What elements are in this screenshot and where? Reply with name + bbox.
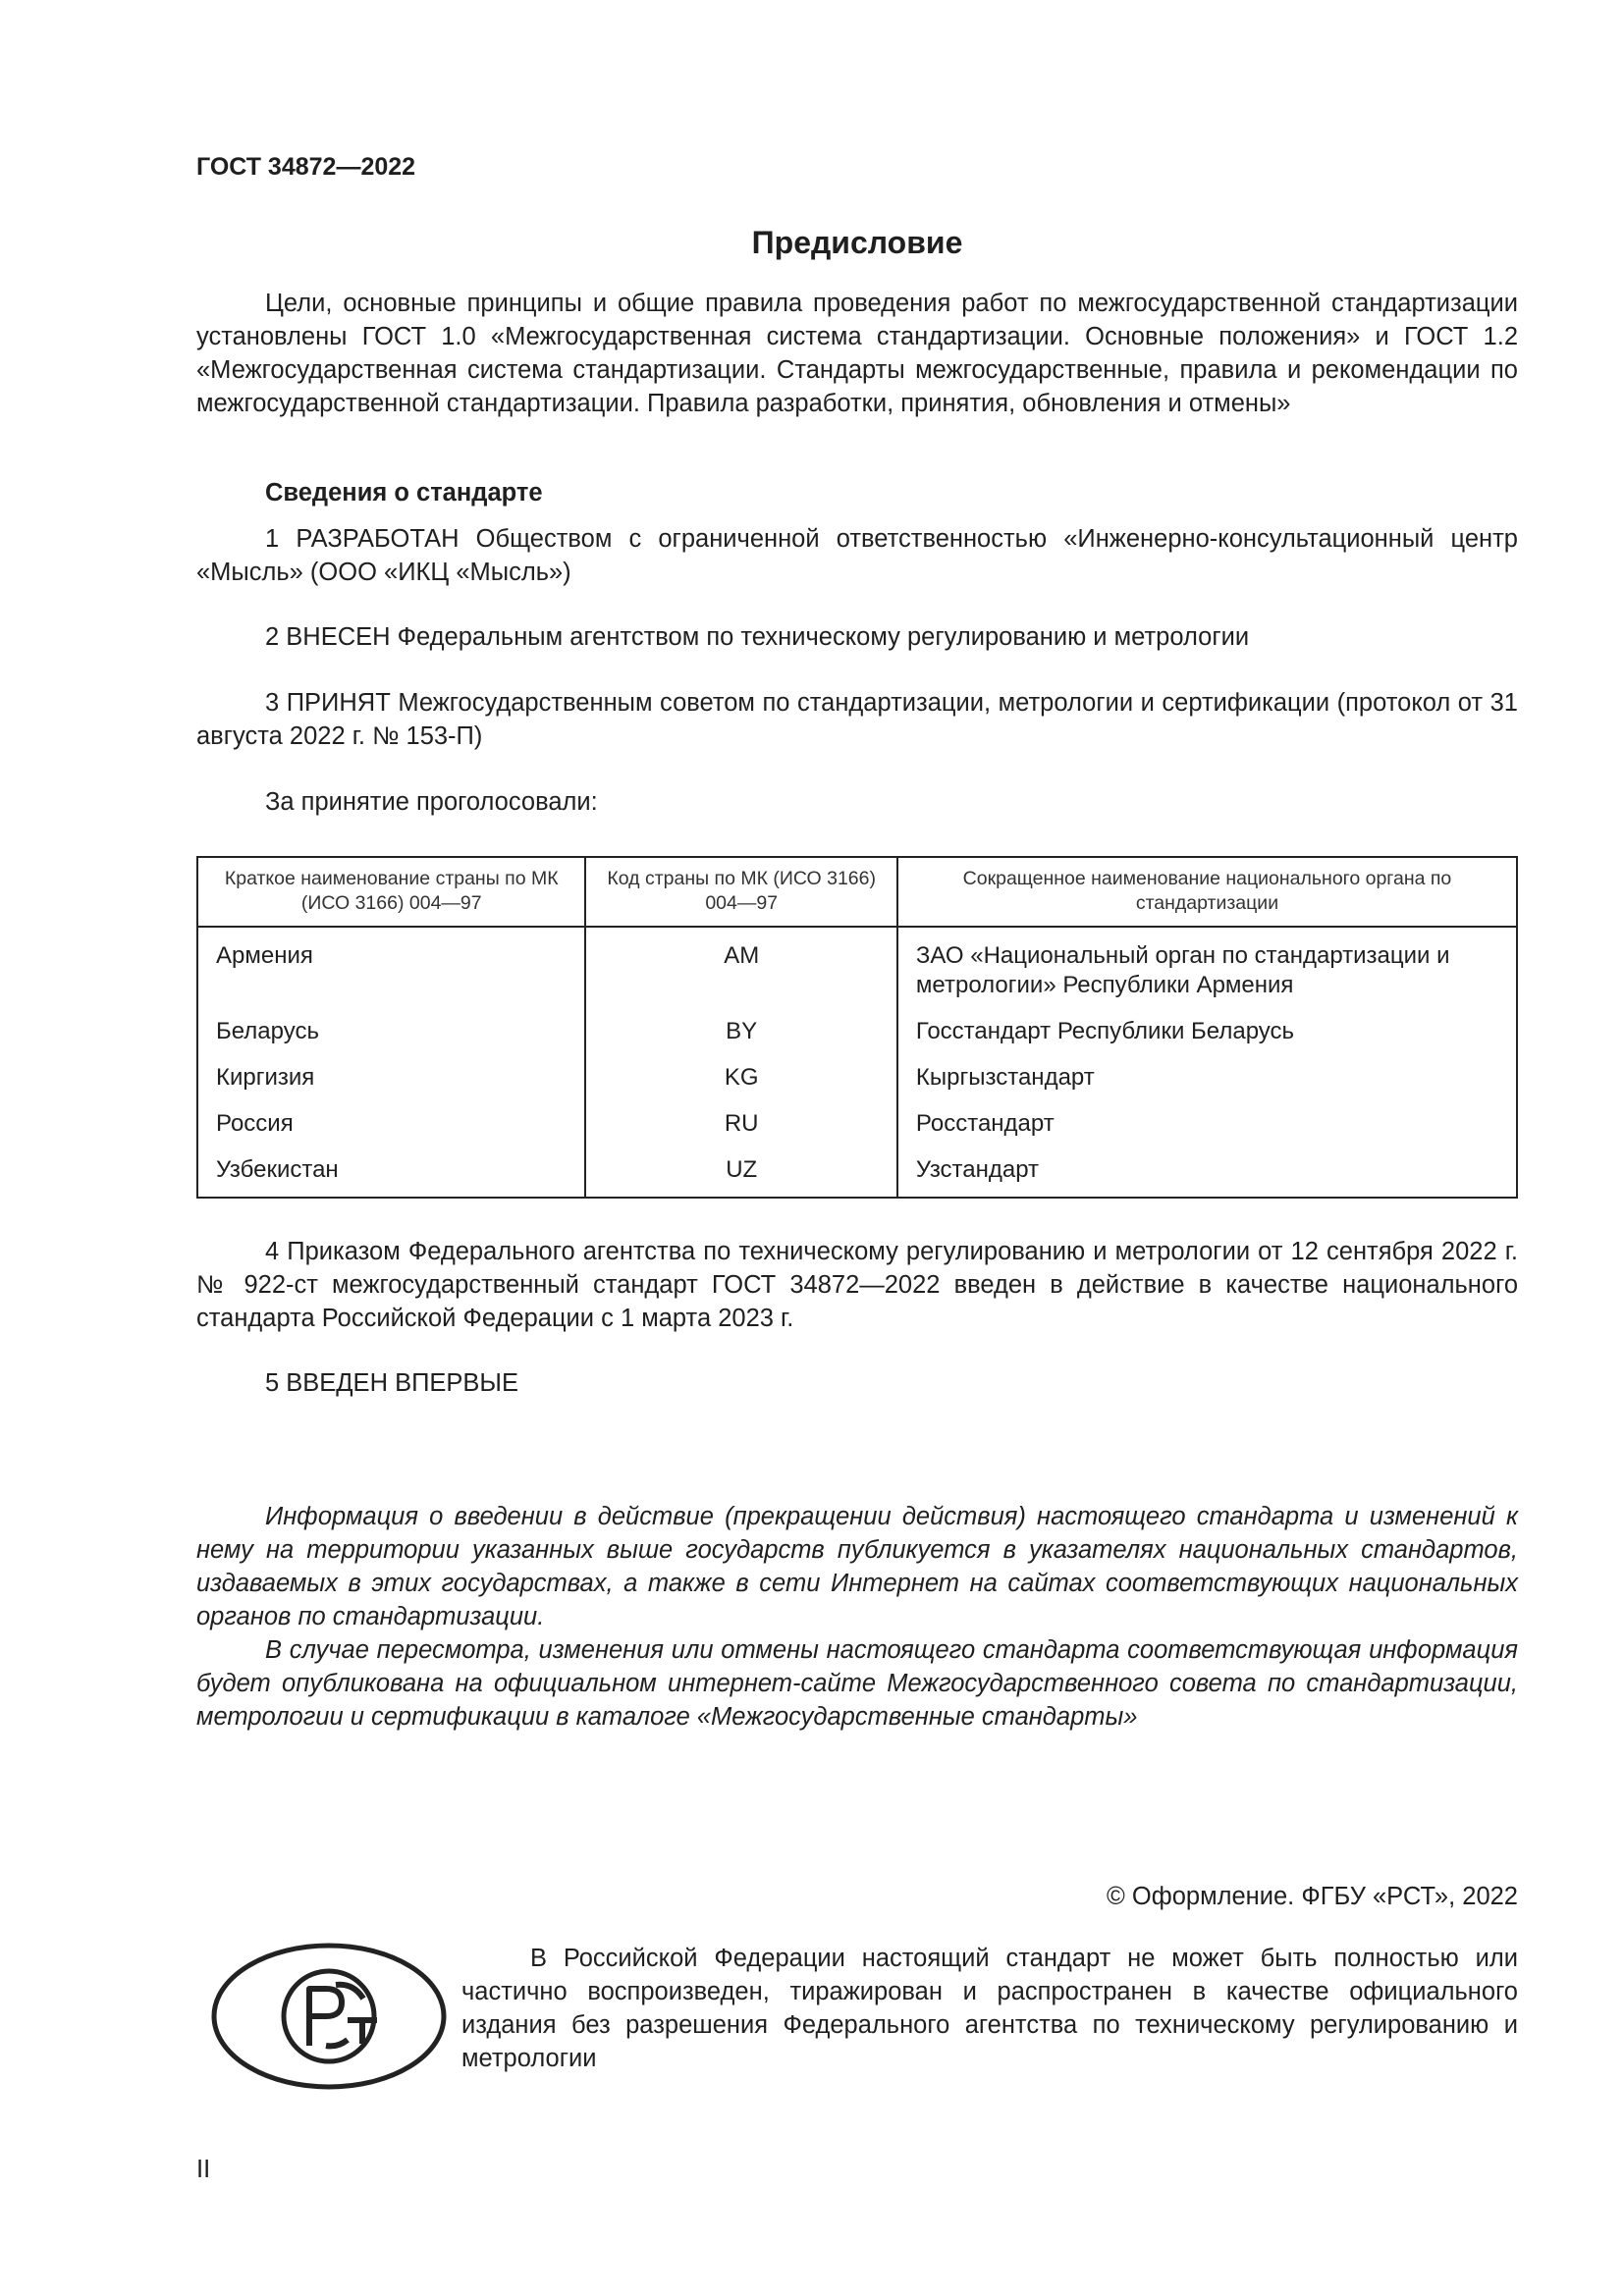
rights-notice: В Российской Федерации настоящий стандарт не может быть полностью или частично воспроизведен, тиражирован и распространен в качестве официального издания без разрешения Федерального агентства по техническому регулированию и метрологии <box>461 1945 1518 2072</box>
table-row <box>197 1100 1517 1147</box>
item-adopted: 3 ПРИНЯТ Межгосударственным советом по стандартизации, метрологии и сертификации (протокол от 31 августа 2022 г. № 153-П) <box>196 689 1518 750</box>
intro-paragraph: Цели, основные принципы и общие правила проведения работ по межгосударственной стандартизации установлены ГОСТ 1.0 «Межгосударственная система стандартизации. Основные положения» и ГОСТ 1.2 «Межгосударственная система стандартизации. Стандарты межгосударственные, правила и рекомендации по межгосударственной стандартизации. Правила разработки, принятия, обновления и отмены» <box>196 290 1518 417</box>
item-introduced: 2 ВНЕСЕН Федеральным агентством по техническому регулированию и метрологии <box>265 623 1250 651</box>
column-header-body: Сокращенное наименование национального органа по стандартизации <box>897 857 1517 927</box>
country-cell: Киргизия <box>197 1054 585 1100</box>
item-first-time: 5 ВВЕДЕН ВПЕРВЫЕ <box>265 1369 519 1397</box>
country-cell: Россия <box>197 1100 585 1147</box>
table-header-row <box>197 857 1517 927</box>
rst-logo-icon <box>210 1942 448 2091</box>
table-row <box>197 927 1517 1008</box>
copyright-line: © Оформление. ФГБУ «РСТ», 2022 <box>1107 1883 1518 1910</box>
code-cell: UZ <box>585 1147 896 1198</box>
country-cell: Армения <box>197 927 585 1008</box>
info-heading: Сведения о стандарте <box>265 479 543 507</box>
table-row <box>197 1008 1517 1054</box>
page-number: II <box>196 2156 211 2183</box>
table-row <box>197 1054 1517 1100</box>
column-header-country: Краткое наименование страны по МК (ИСО 3166) 004—97 <box>197 857 585 927</box>
body-cell: Узстандарт <box>897 1147 1517 1198</box>
page-title: Предисловие <box>751 225 963 260</box>
body-cell: Росстандарт <box>897 1100 1517 1147</box>
notice-paragraph-1: Информация о введении в действие (прекращении действия) настоящего стандарта и изменений к нему на территории указанных выше государств публикуется в указателях национальных стандартов, издаваемых в этих государствах, а также в сети Интернет на сайтах соответствующих национальных органов по стандартизации. <box>196 1503 1518 1630</box>
code-cell: KG <box>585 1054 896 1100</box>
document-page <box>196 0 1518 2296</box>
item-voted: За принятие проголосовали: <box>265 788 598 816</box>
country-cell: Узбекистан <box>197 1147 585 1198</box>
item-developed: 1 РАЗРАБОТАН Обществом с ограниченной ответственностью «Инженерно-консультационный центр «Мысль» (ООО «ИКЦ «Мысль») <box>196 525 1518 586</box>
body-cell: Госстандарт Республики Беларусь <box>897 1008 1517 1054</box>
body-cell: Кыргызстандарт <box>897 1054 1517 1100</box>
country-cell: Беларусь <box>197 1008 585 1054</box>
code-cell: RU <box>585 1100 896 1147</box>
table-row <box>197 1147 1517 1198</box>
item-order: 4 Приказом Федерального агентства по техническому регулированию и метрологии от 12 сентября 2022 г. № 922-ст межгосударственный стандарт ГОСТ 34872—2022 введен в действие в качестве национального стандарта Российской Федерации с 1 марта 2023 г. <box>196 1238 1518 1332</box>
notice-paragraph-2: В случае пересмотра, изменения или отмены настоящего стандарта соответствующая информация будет опубликована на официальном интернет-сайте Межгосударственного совета по стандартизации, метрологии и сертификации в каталоге «Межгосударственные стандарты» <box>196 1636 1518 1731</box>
column-header-code: Код страны по МК (ИСО 3166) 004—97 <box>585 857 896 927</box>
code-cell: BY <box>585 1008 896 1054</box>
countries-table <box>196 856 1518 1199</box>
code-cell: AM <box>585 927 896 1008</box>
document-code: ГОСТ 34872—2022 <box>196 153 416 181</box>
body-cell: ЗАО «Национальный орган по стандартизации и метрологии» Республики Армения <box>897 927 1517 1008</box>
